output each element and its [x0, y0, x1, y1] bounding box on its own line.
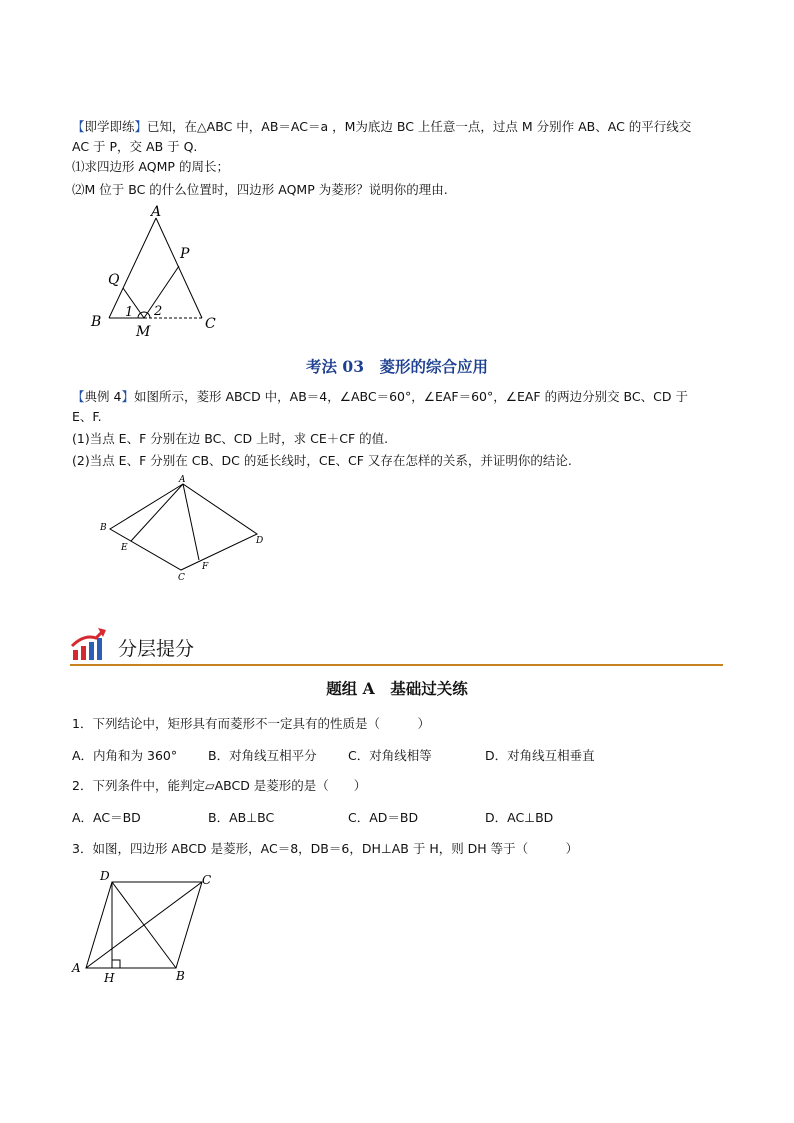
practice-tag: 即学即练 — [84, 119, 135, 134]
example4-line-1 — [72, 388, 688, 406]
q2-option-a: A．AC＝BD — [72, 810, 141, 825]
q1-option-d: D．对角线互相垂直 — [485, 748, 595, 763]
label-b: B — [100, 523, 107, 533]
example4-line-4: (2)当点 E、F 分别在 CB、DC 的延长线时，CE、CF 又存在怎样的关系，并证明你的结论. — [72, 453, 572, 468]
example4-line-3: (1)当点 E、F 分别在边 BC、CD 上时，求 CE＋CF 的值. — [72, 431, 389, 446]
side-ac — [156, 218, 202, 318]
practice-text-1: 已知，在△ABC 中，AB＝AC＝a ，M为底边 BC 上任意一点，过点 M 分别作 AB、AC 的平行线交 — [147, 119, 692, 134]
angle-arc — [138, 312, 150, 318]
right-angle-mark — [112, 960, 120, 968]
label-angle-1: 1 — [125, 305, 134, 320]
practice-line-2: AC 于 P，交 AB 于 Q. — [72, 139, 198, 154]
q1-option-b: B．对角线互相平分 — [208, 748, 317, 763]
label-q: Q — [108, 272, 120, 288]
banner — [70, 628, 723, 666]
example4-tag-open: 【 — [72, 389, 85, 404]
practice-tag-close: 】 — [134, 119, 148, 134]
q1-stem: 1．下列结论中，矩形具有而菱形不一定具有的性质是（ ） — [72, 716, 430, 731]
side-ab — [109, 218, 156, 318]
label-b: B — [176, 969, 185, 983]
example4-text-1: 如图所示，菱形 ABCD 中，AB＝4，∠ABC＝60°，∠EAF＝60°，∠EAF 的两边分别交 BC、CD 于 — [133, 389, 688, 404]
q2-option-d: D．AC⊥BD — [485, 810, 554, 825]
q3-stem: 3．如图，四边形 ABCD 是菱形，AC＝8，DB＝6，DH⊥AB 于 H，则 DH 等于（ ） — [72, 841, 579, 856]
q2-option-c: C．AD＝BD — [348, 810, 419, 825]
banner-title: 分层提分 — [118, 638, 195, 660]
example4-tag: 典例 4 — [84, 389, 122, 404]
section-title: 考法 03 菱形的综合应用 — [306, 357, 488, 376]
practice-line-3: ⑴求四边形 AQMP 的周长； — [72, 159, 229, 174]
label-c: C — [178, 573, 185, 583]
label-h: H — [104, 971, 115, 985]
rhombus-abcd — [110, 484, 257, 570]
label-p: P — [180, 246, 190, 262]
group-title: 题组 A 基础过关练 — [326, 679, 468, 698]
practice-line-4: ⑵M 位于 BC 的什么位置时，四边形 AQMP 为菱形？说明你的理由. — [72, 182, 448, 197]
practice-line-1 — [72, 118, 691, 136]
label-angle-2: 2 — [154, 304, 163, 319]
example4-line-2: E、F. — [72, 409, 102, 424]
q1-option-a: A．内角和为 360° — [72, 748, 178, 763]
banner-divider — [70, 664, 723, 666]
triangle-figure — [84, 202, 224, 342]
label-a: A — [151, 204, 162, 220]
example4-tag-close: 】 — [121, 389, 134, 404]
q2-stem: 2．下列条件中，能判定▱ABCD 是菱形的是（ ） — [72, 778, 367, 793]
label-d: D — [256, 536, 264, 546]
q2-option-b: B．AB⊥BC — [208, 810, 275, 825]
label-b: B — [91, 314, 102, 330]
label-f: F — [202, 562, 209, 572]
label-m: M — [136, 324, 151, 340]
rhombus-dh-figure — [66, 864, 226, 989]
diagonal-db — [112, 882, 176, 968]
label-a: A — [179, 475, 186, 485]
label-c: C — [202, 873, 212, 887]
rhombus-figure — [94, 472, 274, 587]
label-d: D — [100, 869, 110, 883]
label-e: E — [121, 543, 128, 553]
practice-tag-open: 【 — [72, 119, 85, 134]
label-c: C — [205, 316, 216, 332]
q1-option-c: C．对角线相等 — [348, 748, 432, 763]
segment-ae — [131, 484, 183, 541]
segment-af — [183, 484, 199, 560]
label-a: A — [72, 961, 81, 975]
chart-growth-icon — [70, 628, 110, 662]
